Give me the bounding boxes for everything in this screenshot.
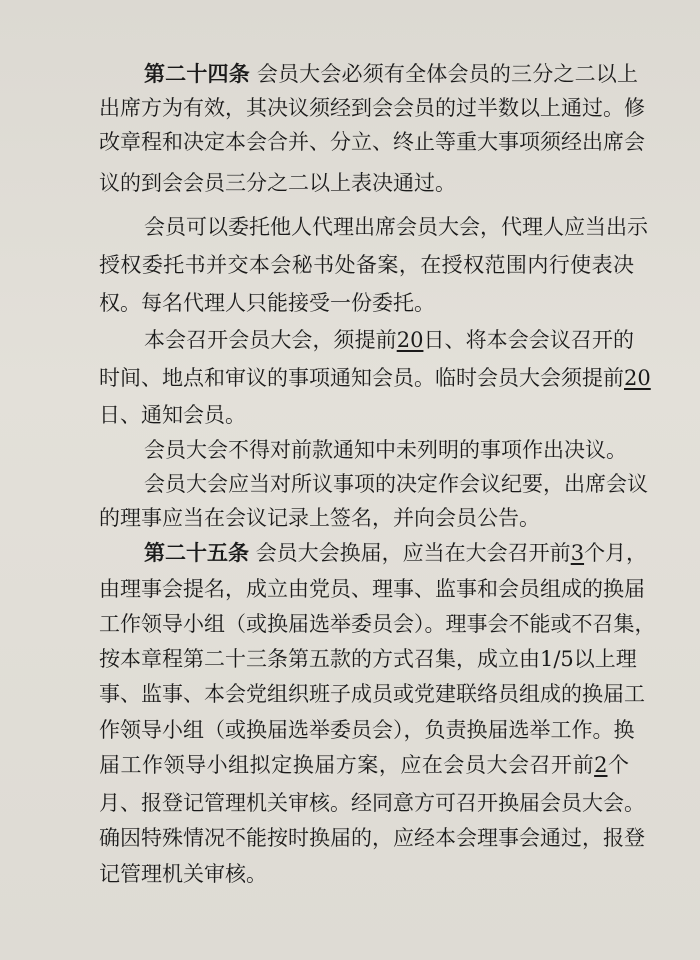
underlined-number: 20 xyxy=(624,366,651,390)
text-line xyxy=(99,641,637,677)
text-line xyxy=(99,90,645,126)
text-line xyxy=(99,785,645,821)
line-text: 由理事会提名，成立由党员、理事、监事和会员组成的换届 xyxy=(99,577,645,601)
article-heading: 第二十五条 xyxy=(144,541,249,565)
line-text: 会员可以委托他人代理出席会员大会，代理人应当出示 xyxy=(144,215,648,239)
line-text: 确因特殊情况不能按时换届的，应经本会理事会通过，报登 xyxy=(99,826,645,850)
underlined-number: 20 xyxy=(396,328,424,352)
line-text: 会员大会不得对前款通知中未列明的事项作出决议。 xyxy=(144,438,627,462)
line-text: 的理事应当在会议记录上签名，并向会员公告。 xyxy=(99,506,540,530)
line-text: 个月， xyxy=(584,541,648,565)
line-text: 权。每名代理人只能接受一份委托。 xyxy=(99,291,435,315)
text-line xyxy=(99,606,656,642)
text-line xyxy=(99,500,540,536)
line-text: 出席方为有效，其决议须经到会会员的过半数以上通过。修 xyxy=(99,96,645,120)
line-text: 改章程和决定本会合并、分立、终止等重大事项须经出席会 xyxy=(99,130,645,154)
text-line xyxy=(99,856,299,892)
text-line xyxy=(144,56,638,92)
line-text: 日、通知会员。 xyxy=(99,403,246,427)
text-line xyxy=(99,712,635,748)
text-line xyxy=(99,360,651,396)
line-text: 会员大会必须有全体会员的三分之二以上 xyxy=(256,62,638,86)
line-text: 记管理机关审核。 xyxy=(99,862,267,886)
text-line xyxy=(144,432,634,468)
text-line xyxy=(99,247,634,283)
line-text: 会员大会换届，应当在大会召开前 xyxy=(255,541,571,565)
text-line xyxy=(99,397,259,433)
line-text: 事、监事、本会党组织班子成员或党建联络员组成的换届工 xyxy=(99,682,645,706)
line-text: 届工作领导小组拟定换届方案，应在会员大会召开前 xyxy=(99,753,595,777)
line-text: 本会召开会员大会，须提前 xyxy=(144,328,397,352)
line-text: 会员大会应当对所议事项的决定作会议纪要，出席会议 xyxy=(144,472,648,496)
text-line xyxy=(144,535,648,571)
text-line xyxy=(144,466,648,502)
line-text: 按本章程第二十三条第五款的方式召集，成立由1/5以上理 xyxy=(99,647,637,671)
text-line xyxy=(99,571,645,607)
text-line xyxy=(99,124,645,160)
text-line xyxy=(144,322,634,358)
line-text: 议的到会会员三分之二以上表决通过。 xyxy=(99,171,456,195)
line-text: 个 xyxy=(607,753,630,777)
text-line xyxy=(99,676,645,712)
text-line xyxy=(144,209,648,245)
text-line xyxy=(99,820,645,856)
line-text: 日、将本会会议召开的 xyxy=(423,328,635,352)
line-text: 月、报登记管理机关审核。经同意方可召开换届会员大会。 xyxy=(99,791,645,815)
line-text: 作领导小组（或换届选举委员会），负责换届选举工作。换 xyxy=(99,718,635,742)
underlined-number: 3 xyxy=(570,541,585,565)
underlined-number: 2 xyxy=(594,753,608,777)
line-text: 授权委托书并交本会秘书处备案，在授权范围内行使表决 xyxy=(99,253,634,277)
line-text: 工作领导小组（或换届选举委员会）。理事会不能或不召集， xyxy=(99,612,656,636)
text-line xyxy=(99,285,435,321)
text-line xyxy=(99,747,629,783)
article-heading: 第二十四条 xyxy=(144,62,250,86)
text-line xyxy=(99,165,456,201)
line-text: 时间、地点和审议的事项通知会员。临时会员大会须提前 xyxy=(99,366,624,390)
